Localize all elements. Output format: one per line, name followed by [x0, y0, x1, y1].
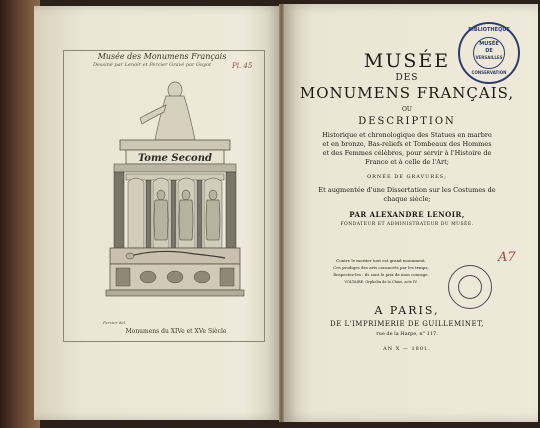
title-line-1: MUSÉE	[363, 50, 451, 72]
epigraph-line-3: Respectez-les : ils sont le prix de mon courage.	[333, 272, 429, 277]
augmentee-line-1: Et augmentée d'une Dissertation sur les Costumes de	[318, 186, 496, 194]
author-role: FONDATEUR ET ADMINISTRATEUR DU MUSÉE.	[340, 222, 474, 227]
subtitle-line-2: et en bronze, Bas-reliefs et Tombeaux des Hommes	[322, 140, 492, 148]
epigraph-source: VOLTAIRE, Orphelin de la Chine, acte IV.	[344, 280, 418, 284]
plate-number: Pl. 45	[232, 62, 253, 70]
epigraph-line-1: Contre le mortier tout est grand monument,	[336, 258, 426, 263]
plate-caption-top: Musée des Monumens Français	[97, 52, 227, 61]
plate-caption-bottom: Monumens du XIVe et XVe Siècle	[125, 328, 227, 335]
cornice	[120, 140, 230, 150]
library-stamp: BIBLIOTHÈQUE MUSÉE DE VERSAILLES CONSERVATION	[458, 22, 520, 84]
augmentee-line-2: chaque siècle;	[383, 195, 431, 203]
monument-engraving	[100, 70, 250, 320]
title-description: DESCRIPTION	[358, 116, 456, 127]
saint-figures	[154, 190, 220, 240]
shelfmark-annotation: A7	[498, 250, 516, 265]
plate-artist: Percier del.	[103, 320, 127, 325]
title-line-2: DES	[395, 73, 419, 83]
gutter	[279, 4, 284, 422]
imprint-year: AN X — 1801.	[383, 346, 431, 352]
author-line: PAR ALEXANDRE LENOIR,	[349, 210, 465, 219]
imprint-address: rue de la Harpe, n° 117.	[376, 331, 438, 337]
plate-credit: Dessiné par Lenoir et Percier Gravé par Guyot	[92, 62, 212, 68]
subtitle-line-1: Historique et chronologique des Statues en marbre	[322, 131, 492, 139]
imprint-city: A PARIS,	[374, 304, 440, 317]
title-line-3: MONUMENS FRANÇAIS,	[299, 84, 515, 102]
ornee-line: ORNÉE DE GRAVURES;	[367, 174, 447, 180]
epigraph-line-2: Ces prodiges des arts consacrés par les temps;	[333, 265, 429, 270]
imprint-printer: DE L'IMPRIMERIE DE GUILLEMINET,	[330, 320, 484, 328]
subtitle-line-4: France et à celle de l'Art;	[365, 158, 449, 166]
title-ou: OU	[402, 106, 412, 113]
secondary-stamp	[448, 265, 492, 309]
subtitle-line-3: et des Femmes célèbres, pour servir à l'Histoire de	[322, 149, 492, 157]
tome-label: Tome Second	[138, 153, 212, 164]
statue-top	[140, 82, 195, 140]
